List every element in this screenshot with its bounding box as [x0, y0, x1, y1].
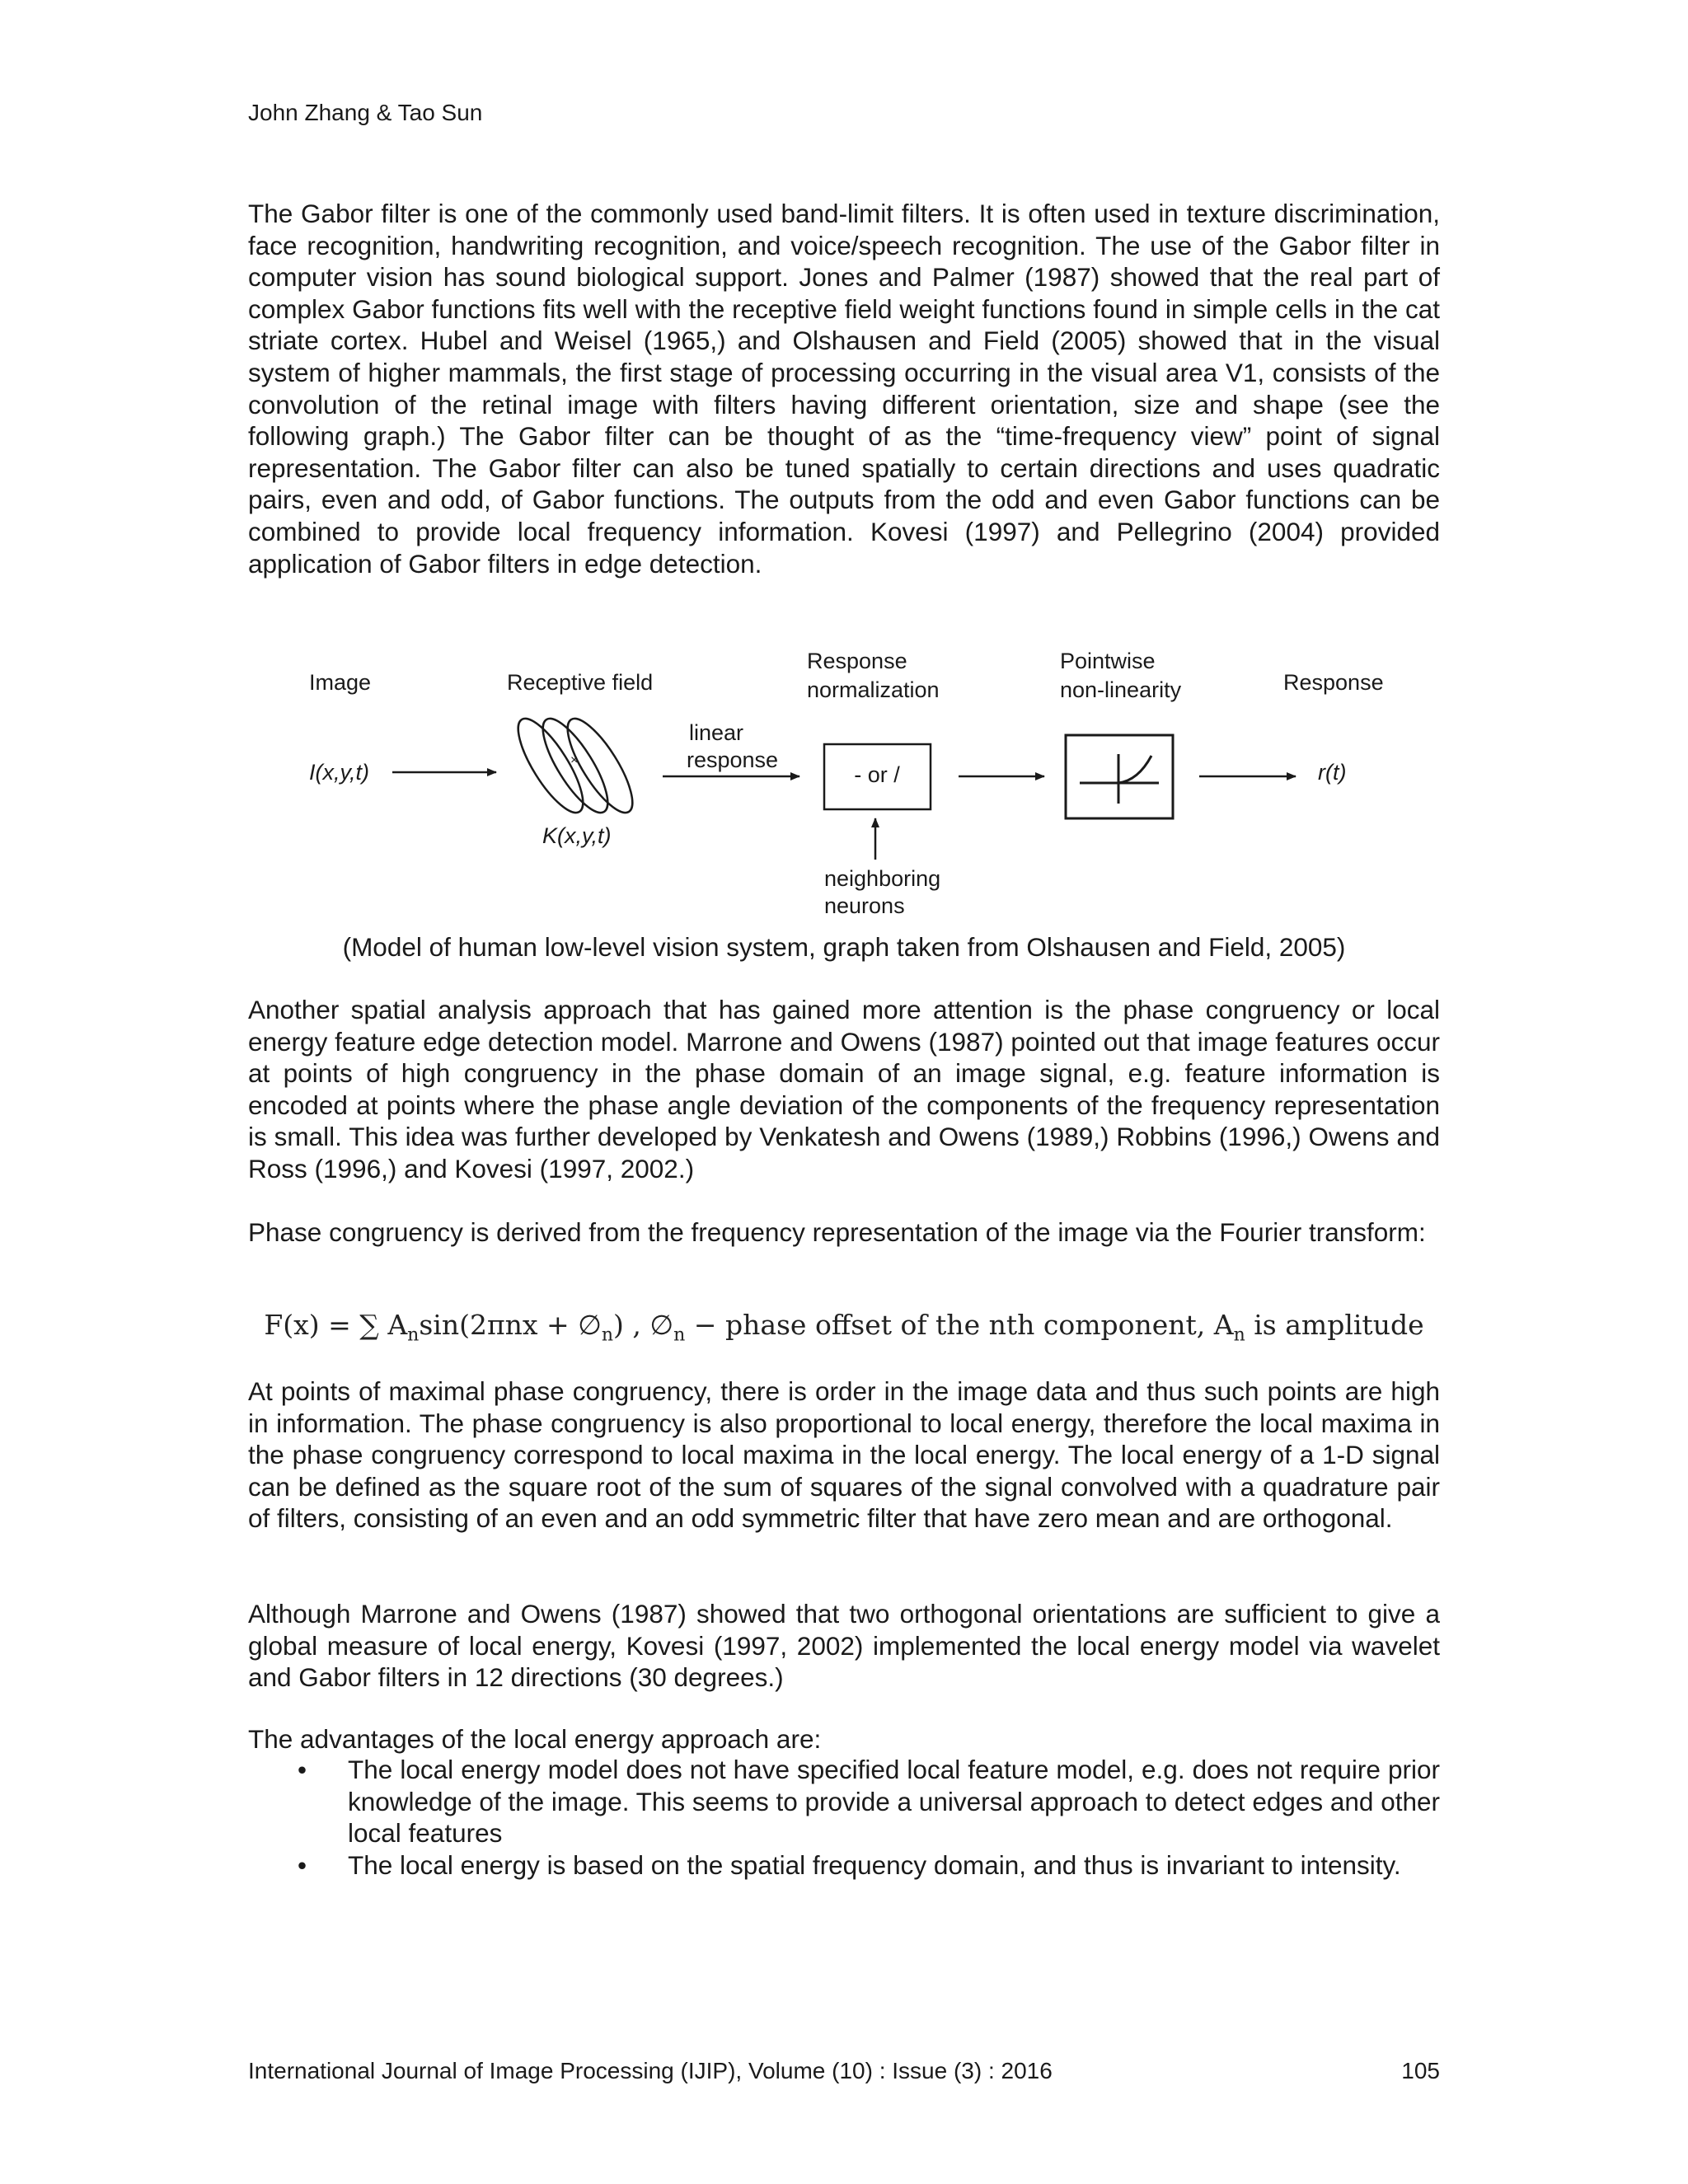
- figure-caption: (Model of human low-level vision system, graph taken from Olshausen and Field, 2005): [342, 932, 1346, 962]
- label-pointwise-line2: non-linearity: [1060, 677, 1182, 702]
- receptive-field-center-mark: ×: [570, 753, 579, 767]
- list-item: [248, 1849, 1440, 1882]
- footer-journal: International Journal of Image Processing (IJIP), Volume (10) : Issue (3) : 2016: [248, 2058, 1053, 2083]
- equation-subscript: n: [601, 1324, 614, 1346]
- label-response: Response: [1283, 670, 1384, 695]
- label-input-signal: I(x,y,t): [309, 760, 369, 785]
- label-linear-line2: response: [687, 748, 779, 772]
- bullet-icon: •: [298, 1755, 307, 1784]
- equation-subscript: n: [1233, 1324, 1245, 1346]
- equation-description: − phase offset of the nth component, A: [685, 1309, 1234, 1341]
- running-head-authors: John Zhang & Tao Sun: [248, 100, 483, 125]
- label-output-response: r(t): [1318, 760, 1347, 785]
- label-kernel: K(x,y,t): [542, 823, 612, 848]
- equation-subscript: n: [407, 1324, 420, 1346]
- equation-sin: sin(2πnx + ∅: [419, 1309, 602, 1341]
- vision-model-diagram: [266, 639, 1420, 923]
- list-item-text: The local energy model does not have specified local feature model, e.g. does not require prior knowledge of the image. This seems to provide a universal approach to detect edges and other local features: [348, 1755, 1440, 1849]
- equation-subscript: n: [673, 1324, 686, 1346]
- list-item: [248, 1754, 1440, 1849]
- paragraph-gabor-filter: The Gabor filter is one of the commonly used band-limit filters. It is often used in texture discrimination, face recognition, handwriting recognition, and voice/speech recognition. The use of the Gabor filter in computer vision has sound biological support. Jones and Palmer (1987) showed that the real part of complex Gabor functions fits well with the receptive field weight functions found in simple cells in the cat striate cortex. Hubel and Weisel (1965,) and Olshausen and Field (2005) showed that in the visual system of higher mammals, the first stage of processing occurring in the visual area V1, consists of the convolution of the retinal image with filters having different orientation, size and shape (see the following graph.) The Gabor filter can be thought of as the “time-frequency view” point of signal representation. The Gabor filter can also be tuned spatially to certain directions and uses quadratic pairs, even and odd, of Gabor functions. The outputs from the odd and even Gabor functions can be combined to provide local frequency information. Kovesi (1997) and Pellegrino (2004) provided application of Gabor filters in edge detection.: [248, 199, 1440, 579]
- equation-tail: is amplitude: [1245, 1309, 1424, 1341]
- paragraph-orthogonal-orientations: Although Marrone and Owens (1987) showed that two orthogonal orientations are sufficient to give a global measure of local energy, Kovesi (1997, 2002) implemented the local energy model via wavelet and Gabor filters in 12 directions (30 degrees.): [248, 1599, 1440, 1693]
- equation-mid: ) , ∅: [613, 1309, 674, 1341]
- label-image: Image: [309, 670, 372, 695]
- page-footer: [248, 2055, 1440, 2087]
- equation-lhs: F(x) = ∑ A: [264, 1309, 408, 1341]
- label-neighboring-line1: neighboring: [824, 866, 941, 891]
- label-pointwise-line1: Pointwise: [1060, 649, 1156, 673]
- paragraph-advantages-intro: The advantages of the local energy approach are:: [248, 1724, 822, 1754]
- label-receptive-field: Receptive field: [507, 670, 654, 695]
- paragraph-phase-congruency-intro: Another spatial analysis approach that has gained more attention is the phase congruency or local energy feature edge detection model. Marrone and Owens (1987) pointed out that image features occur at points of high congruency in the phase domain of an image signal, e.g. feature information is encoded at points where the phase angle deviation of the components of the frequency representation is small. This idea was further developed by Venkatesh and Owens (1989,) Robbins (1996,) Owens and Ross (1996,) and Kovesi (1997, 2002.): [248, 995, 1440, 1183]
- equation-fourier-series: [248, 1307, 1440, 1354]
- bullet-icon: •: [298, 1849, 307, 1880]
- label-response-normalization-line1: Response: [807, 649, 907, 673]
- advantages-list: [248, 1754, 1440, 1881]
- vision-model-figure: [266, 639, 1420, 923]
- paragraph-fourier: Phase congruency is derived from the frequency representation of the image via the Fourier transform:: [248, 1217, 1426, 1247]
- normalization-operator: - or /: [854, 762, 900, 787]
- label-neighboring-line2: neurons: [824, 893, 905, 918]
- label-linear-line1: linear: [689, 720, 744, 745]
- paragraph-maximal-phase-congruency: At points of maximal phase congruency, there is order in the image data and thus such points are high in information. The phase congruency is also proportional to local energy, therefore the local maxima in the phase congruency correspond to local maxima in the local energy. The local energy of a 1-D signal can be defined as the square root of the sum of squares of the signal convolved with a quadrature pair of filters, consisting of an even and an odd symmetric filter that have zero mean and are orthogonal.: [248, 1376, 1440, 1534]
- list-item-text: The local energy is based on the spatial frequency domain, and thus is invariant to intensity.: [348, 1849, 1401, 1880]
- page-number: 105: [1401, 2058, 1440, 2083]
- label-response-normalization-line2: normalization: [807, 677, 940, 702]
